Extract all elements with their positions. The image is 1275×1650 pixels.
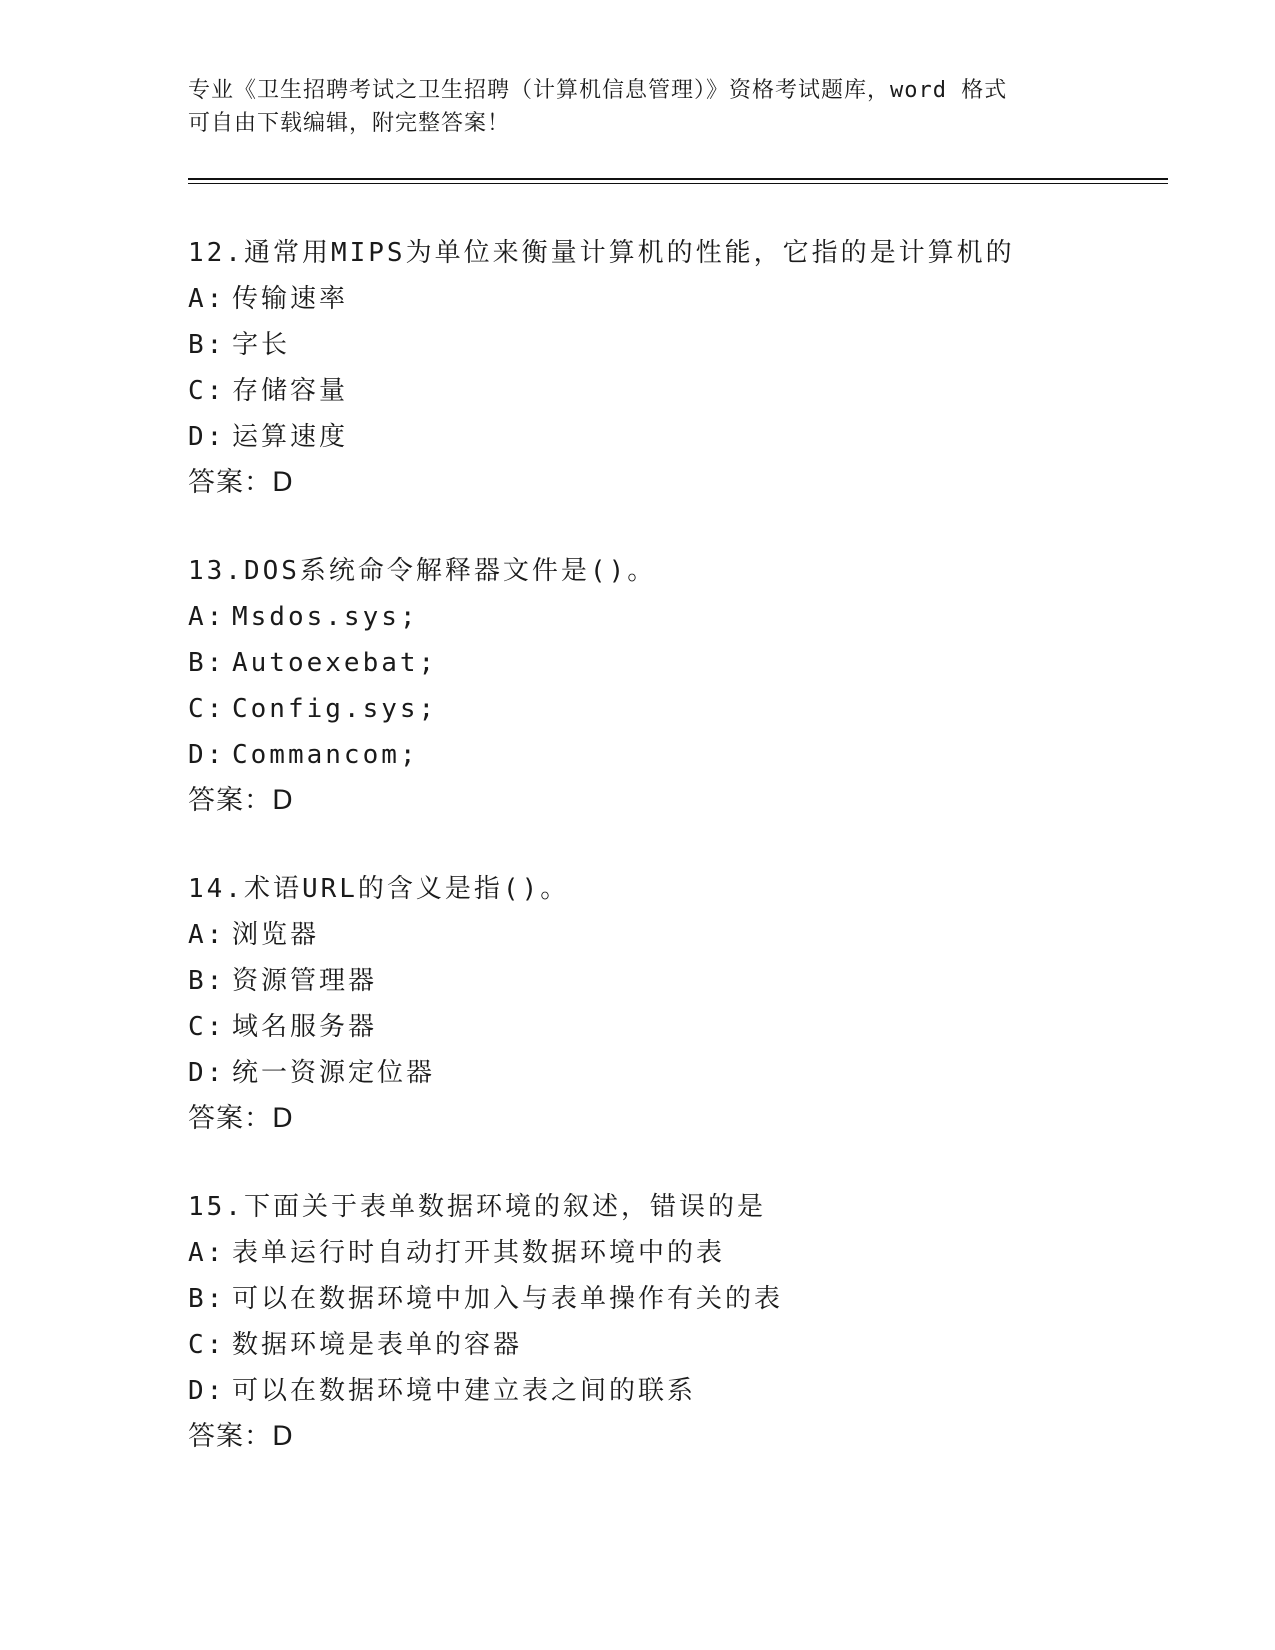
option-key: B: <box>188 648 226 678</box>
option-text: 浏览器 <box>232 920 320 950</box>
option-b <box>188 322 1168 368</box>
option-text: Autoexebat; <box>232 648 438 678</box>
option-text: Msdos.sys; <box>232 602 419 632</box>
header-divider-thick <box>188 178 1168 180</box>
header-divider-thin <box>188 183 1168 184</box>
option-d <box>188 1368 1168 1414</box>
option-c <box>188 368 1168 414</box>
question-14 <box>188 866 1168 1142</box>
option-key: B: <box>188 1284 226 1314</box>
question-stem: 15.下面关于表单数据环境的叙述，错误的是 <box>188 1192 766 1222</box>
question-13 <box>188 548 1168 824</box>
option-key: C: <box>188 1012 226 1042</box>
option-a <box>188 276 1168 322</box>
option-text: 资源管理器 <box>232 966 378 996</box>
answer-line: 答案：D <box>188 1103 294 1134</box>
option-text: Config.sys; <box>232 694 438 724</box>
header-line-1: 专业《卫生招聘考试之卫生招聘（计算机信息管理）》资格考试题库，word 格式 <box>188 78 1008 103</box>
option-text: 域名服务器 <box>232 1012 378 1042</box>
option-text: 存储容量 <box>232 376 349 406</box>
option-key: A: <box>188 1238 226 1268</box>
option-a <box>188 912 1168 958</box>
option-key: D: <box>188 1058 226 1088</box>
option-key: B: <box>188 966 226 996</box>
option-text: 可以在数据环境中建立表之间的联系 <box>232 1376 697 1406</box>
option-text: Commancom; <box>232 740 419 770</box>
option-key: C: <box>188 694 226 724</box>
option-text: 运算速度 <box>232 422 349 452</box>
option-d <box>188 1050 1168 1096</box>
option-key: C: <box>188 376 226 406</box>
option-text: 传输速率 <box>232 284 349 314</box>
option-c <box>188 1322 1168 1368</box>
question-15 <box>188 1184 1168 1460</box>
option-key: A: <box>188 284 226 314</box>
option-b <box>188 1276 1168 1322</box>
option-b <box>188 640 1168 686</box>
option-key: A: <box>188 602 226 632</box>
option-text: 字长 <box>232 330 291 360</box>
header-line-2: 可自由下载编辑，附完整答案！ <box>188 111 511 136</box>
question-12 <box>188 230 1168 506</box>
option-key: D: <box>188 422 226 452</box>
document-header <box>188 74 1088 140</box>
option-c <box>188 686 1168 732</box>
answer-line: 答案：D <box>188 1421 294 1452</box>
option-text: 统一资源定位器 <box>232 1058 436 1088</box>
question-stem: 13.DOS系统命令解释器文件是()。 <box>188 556 657 586</box>
option-d <box>188 414 1168 460</box>
option-text: 表单运行时自动打开其数据环境中的表 <box>232 1238 726 1268</box>
option-a <box>188 594 1168 640</box>
option-key: B: <box>188 330 226 360</box>
option-c <box>188 1004 1168 1050</box>
option-text: 可以在数据环境中加入与表单操作有关的表 <box>232 1284 784 1314</box>
answer-line: 答案：D <box>188 785 294 816</box>
question-stem: 14.术语URL的含义是指()。 <box>188 874 570 904</box>
option-a <box>188 1230 1168 1276</box>
question-stem: 12.通常用MIPS为单位来衡量计算机的性能，它指的是计算机的 <box>188 238 1015 268</box>
option-text: 数据环境是表单的容器 <box>232 1330 523 1360</box>
option-key: C: <box>188 1330 226 1360</box>
option-b <box>188 958 1168 1004</box>
option-key: A: <box>188 920 226 950</box>
answer-line: 答案：D <box>188 467 294 498</box>
option-key: D: <box>188 1376 226 1406</box>
option-key: D: <box>188 740 226 770</box>
option-d <box>188 732 1168 778</box>
